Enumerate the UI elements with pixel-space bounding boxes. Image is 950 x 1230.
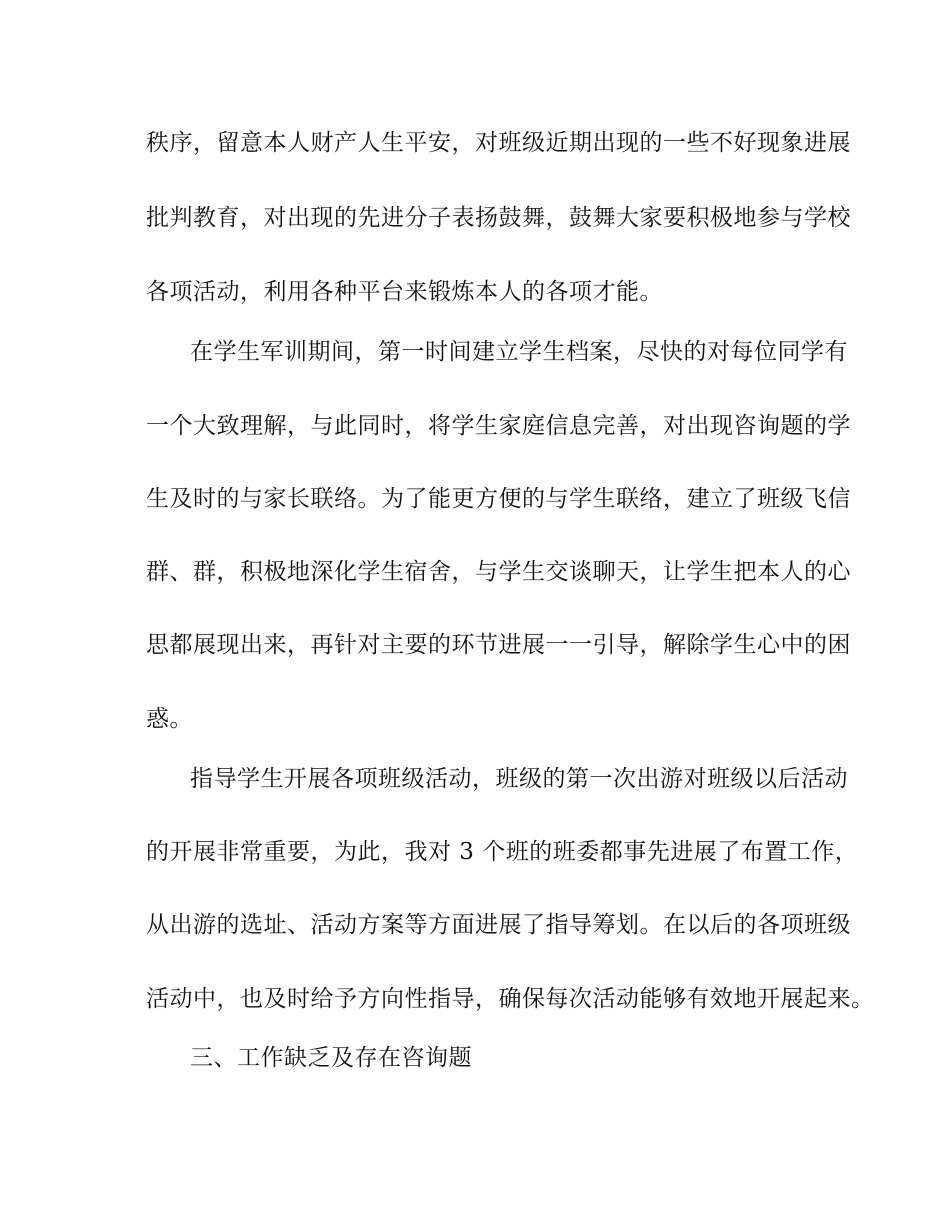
paragraph-line: 在学生军训期间，第一时间建立学生档案，尽快的对每位同学有: [190, 339, 848, 365]
paragraph-line: 活动中，也及时给予方向性指导，确保每次活动能够有效地开展起来。: [146, 986, 875, 1012]
paragraph-line: 指导学生开展各项班级活动，班级的第一次出游对班级以后活动: [190, 766, 848, 792]
paragraph-line: 惑。: [146, 706, 193, 732]
paragraph-line: 生及时的与家长联络。为了能更方便的与学生联络，建立了班级飞信: [146, 486, 851, 512]
section-heading: 三、工作缺乏及存在咨询题: [190, 1045, 472, 1071]
paragraph-line: 批判教育，对出现的先进分子表扬鼓舞，鼓舞大家要积极地参与学校: [146, 205, 851, 231]
paragraph-line: 思都展现出来，再针对主要的环节进展一一引导，解除学生心中的困: [146, 632, 851, 658]
paragraph-line: 各项活动，利用各种平台来锻炼本人的各项才能。: [146, 279, 663, 305]
paragraph-line: 秩序，留意本人财产人生平安，对班级近期出现的一些不好现象进展: [146, 130, 851, 156]
paragraph-line: 群、群，积极地深化学生宿舍，与学生交谈聊天，让学生把本人的心: [146, 559, 851, 585]
paragraph-line: 一个大致理解，与此同时，将学生家庭信息完善，对出现咨询题的学: [146, 413, 851, 439]
paragraph-line: 的开展非常重要，为此，我对 3 个班的班委都事先进展了布置工作，: [146, 839, 859, 865]
paragraph-line: 从出游的选址、活动方案等方面进展了指导筹划。在以后的各项班级: [146, 912, 851, 938]
